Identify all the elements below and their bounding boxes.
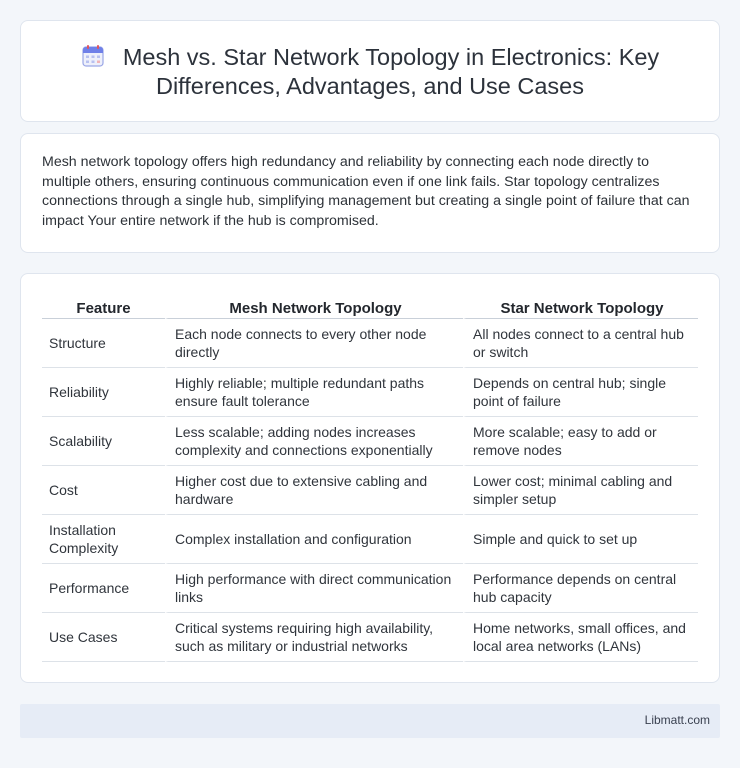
star-cell: Simple and quick to set up bbox=[463, 515, 698, 564]
mesh-cell: Highly reliable; multiple redundant paths ensure fault tolerance bbox=[165, 368, 463, 417]
feature-cell: Reliability bbox=[42, 368, 165, 417]
mesh-cell: Complex installation and configuration bbox=[165, 515, 463, 564]
page-title-text: Mesh vs. Star Network Topology in Electronics: Key Differences, Advantages, and Use Cases bbox=[122, 44, 660, 99]
table-row bbox=[42, 319, 698, 368]
calendar-icon bbox=[81, 44, 105, 68]
intro-paragraph: Mesh network topology offers high redundancy and reliability by connecting each node directly to multiple others, ensuring continuous communication even if one link fails. Star topology centralizes connections through a single hub, simplifying management but creating a single point of failure that can impact Your entire network if the hub is compromised. bbox=[42, 154, 690, 229]
feature-cell: Performance bbox=[42, 564, 165, 613]
mesh-cell: Higher cost due to extensive cabling and hardware bbox=[165, 466, 463, 515]
footer-brand-link[interactable]: Libmatt.com bbox=[644, 713, 710, 727]
star-cell: Depends on central hub; single point of failure bbox=[463, 368, 698, 417]
feature-cell: Scalability bbox=[42, 417, 165, 466]
feature-cell: Structure bbox=[42, 319, 165, 368]
mesh-cell: High performance with direct communication links bbox=[165, 564, 463, 613]
table-row bbox=[42, 613, 698, 662]
table-row bbox=[42, 417, 698, 466]
header-star: Star Network Topology bbox=[463, 296, 698, 319]
star-cell: Home networks, small offices, and local area networks (LANs) bbox=[463, 613, 698, 662]
feature-cell: Use Cases bbox=[42, 613, 165, 662]
comparison-table bbox=[42, 296, 698, 662]
table-row bbox=[42, 515, 698, 564]
header-feature: Feature bbox=[42, 296, 165, 319]
table-row bbox=[42, 466, 698, 515]
page-title bbox=[21, 43, 719, 101]
star-cell: Lower cost; minimal cabling and simpler setup bbox=[463, 466, 698, 515]
table-header-row bbox=[42, 296, 698, 319]
feature-cell: Installation Complexity bbox=[42, 515, 165, 564]
star-cell: Performance depends on central hub capacity bbox=[463, 564, 698, 613]
title-card bbox=[20, 20, 720, 122]
footer bbox=[20, 704, 720, 738]
star-cell: All nodes connect to a central hub or switch bbox=[463, 319, 698, 368]
mesh-cell: Less scalable; adding nodes increases complexity and connections exponentially bbox=[165, 417, 463, 466]
intro-card bbox=[20, 133, 720, 253]
comparison-table-card bbox=[20, 273, 720, 683]
header-mesh: Mesh Network Topology bbox=[165, 296, 463, 319]
star-cell: More scalable; easy to add or remove nodes bbox=[463, 417, 698, 466]
mesh-cell: Critical systems requiring high availability, such as military or industrial networks bbox=[165, 613, 463, 662]
table-row bbox=[42, 368, 698, 417]
feature-cell: Cost bbox=[42, 466, 165, 515]
table-row bbox=[42, 564, 698, 613]
mesh-cell: Each node connects to every other node directly bbox=[165, 319, 463, 368]
